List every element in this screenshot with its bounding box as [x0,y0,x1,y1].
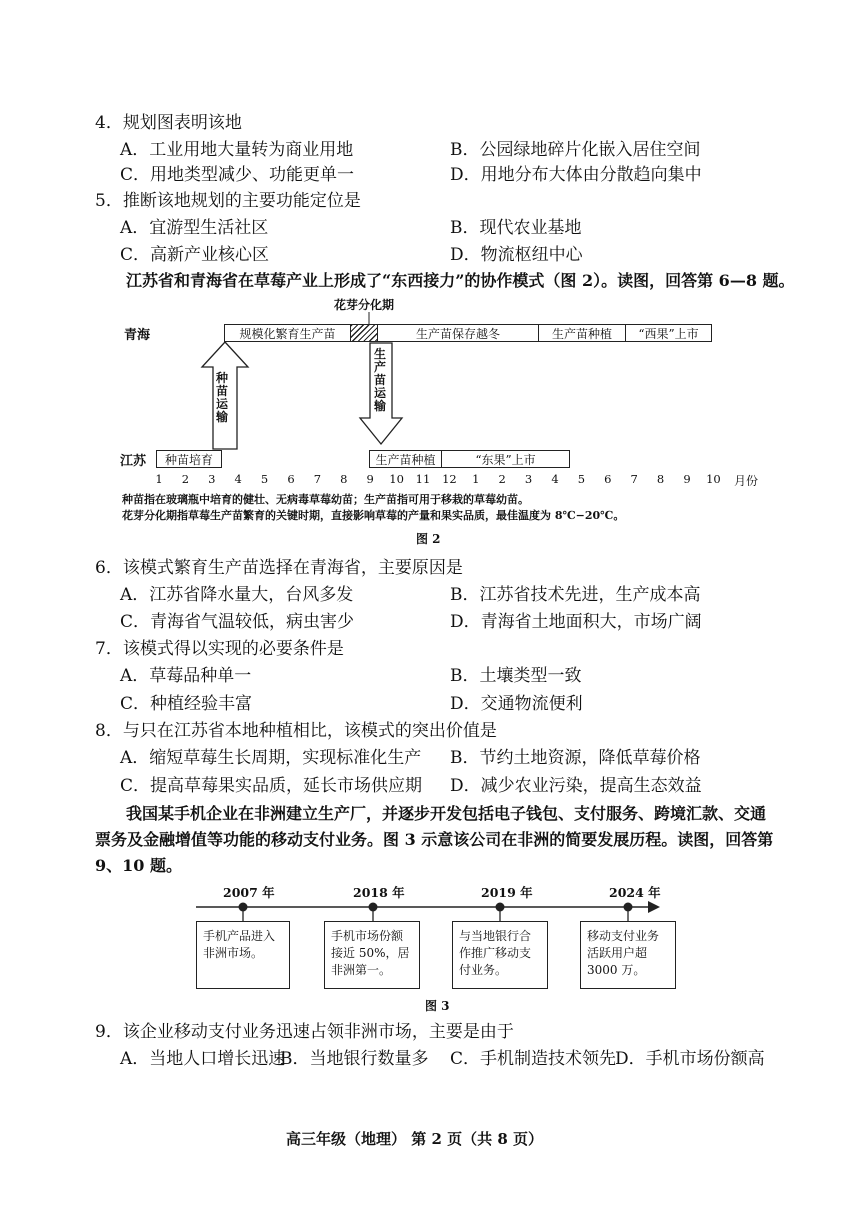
month-tick: 4 [551,472,559,486]
page-footer: 高三年级（地理） 第 2 页（共 8 页） [286,1130,543,1148]
q9-option-b: B．当地银行数量多 [280,1049,429,1069]
month-tick: 2 [498,472,506,486]
q7-stem: 7．该模式得以实现的必要条件是 [95,639,344,659]
q4-stem: 4．规划图表明该地 [95,113,242,133]
month-tick: 10 [706,472,721,486]
flower-bud-label: 花芽分化期 [334,298,395,312]
q6-option-c: C．青海省气温较低，病虫害少 [120,612,355,632]
q7-option-c: C．种植经验丰富 [120,694,253,714]
fig2-caption: 图 2 [416,532,441,546]
q5-option-a: A．宜游型生活社区 [120,218,269,238]
month-tick: 6 [604,472,612,486]
qh-seg-overwinter: 生产苗保存越冬 [377,324,539,342]
q8-option-c: C．提高草莓果实品质，延长市场供应期 [120,776,423,796]
month-tick: 5 [260,472,269,486]
q8-option-b: B．节约土地资源，降低草莓价格 [450,748,701,768]
js-seg-planting: 生产苗种植 [369,450,442,468]
year-2007: 2007 年 [223,885,275,900]
month-tick: 8 [340,472,348,486]
q5-option-c: C．高新产业核心区 [120,245,270,265]
qh-seg-west-fruit: “西果”上市 [625,324,712,342]
month-unit: 月份 [734,474,759,488]
month-tick: 2 [181,472,190,486]
month-tick: 10 [389,472,404,486]
month-tick: 3 [208,472,216,486]
month-tick: 1 [155,472,163,486]
qh-seg-breeding: 规模化繁育生产苗 [224,324,351,342]
fig3-caption: 图 3 [425,999,450,1013]
month-tick: 9 [683,472,691,486]
month-tick: 11 [415,472,431,486]
seedling-transport-label: 种 苗 运 输 [216,371,229,424]
q5-stem: 5．推断该地规划的主要功能定位是 [95,191,361,211]
month-tick: 5 [577,472,586,486]
q6-option-d: D．青海省土地面积大，市场广阔 [450,612,702,632]
q6-option-a: A．江苏省降水量大，台风多发 [120,585,354,605]
month-tick: 7 [313,472,322,486]
month-tick: 9 [366,472,374,486]
q6-stem: 6．该模式繁育生产苗选择在青海省，主要原因是 [95,558,463,578]
q5-option-d: D．物流枢纽中心 [450,245,583,265]
fig2-note-2: 花芽分化期指草莓生产苗繁育的关键时期，直接影响草莓的产量和果实品质，最佳温度为 8℃−20℃。 [122,509,625,522]
jiangsu-label: 江苏 [120,454,147,469]
intro-fig3-line-2: 票务及金融增值等功能的移动支付业务。图 3 示意该公司在非洲的简要发展历程。读图，回答第 [95,830,774,849]
month-tick: 12 [442,472,457,486]
intro-fig3-line-3: 9、10 题。 [95,856,182,875]
js-seg-seedling: 种苗培育 [156,450,222,468]
month-tick: 8 [656,472,665,486]
qinghai-label: 青海 [124,328,151,343]
year-2019: 2019 年 [481,885,533,900]
q8-option-d: D．减少农业污染，提高生态效益 [450,776,702,796]
intro-fig2: 江苏省和青海省在草莓产业上形成了“东西接力”的协作模式（图 2）。读图，回答第 6—8 题。 [126,271,795,290]
q9-option-c: C．手机制造技术领先 [450,1049,617,1069]
q4-option-a: A．工业用地大量转为商业用地 [120,140,354,160]
year-2018: 2018 年 [353,885,405,900]
q8-option-a: A．缩短草莓生长周期，实现标准化生产 [120,748,422,768]
month-tick: 7 [630,472,638,486]
qh-seg-planting: 生产苗种植 [538,324,626,342]
production-seedling-transport-label: 生 产 苗 运 输 [374,347,387,413]
fig2-note-1: 种苗指在玻璃瓶中培育的健壮、无病毒草莓幼苗；生产苗指可用于移栽的草莓幼苗。 [122,493,529,506]
timeline-box-2019: 与当地银行合作推广移动支付业务。 [452,921,548,989]
q7-option-d: D．交通物流便利 [450,694,583,714]
q6-option-b: B．江苏省技术先进，生产成本高 [450,585,701,605]
q5-option-b: B．现代农业基地 [450,218,582,238]
q8-stem: 8．与只在江苏省本地种植相比，该模式的突出价值是 [95,721,497,741]
month-tick: 1 [472,472,480,486]
q9-option-a: A．当地人口增长迅速 [120,1049,286,1069]
month-tick: 3 [524,472,533,486]
q7-option-a: A．草莓品种单一 [120,666,252,686]
timeline-box-2007: 手机产品进入非洲市场。 [196,921,290,989]
intro-fig3-line-1: 我国某手机企业在非洲建立生产厂，并逐步开发包括电子钱包、支付服务、跨境汇款、交通 [126,804,767,823]
timeline-box-2024: 移动支付业务活跃用户超 3000 万。 [580,921,676,989]
js-seg-east-fruit: “东果”上市 [441,450,570,468]
q7-option-b: B．土壤类型一致 [450,666,582,686]
q4-option-b: B．公园绿地碎片化嵌入居住空间 [450,140,701,160]
q9-stem: 9．该企业移动支付业务迅速占领非洲市场，主要是由于 [95,1022,514,1042]
q4-option-d: D．用地分布大体由分散趋向集中 [450,165,702,185]
month-tick: 6 [287,472,295,486]
year-2024: 2024 年 [609,885,661,900]
q4-option-c: C．用地类型减少、功能更单一 [120,165,355,185]
month-tick: 4 [234,472,242,486]
timeline-box-2018: 手机市场份额接近 50%，居非洲第一。 [324,921,420,989]
q9-option-d: D．手机市场份额高 [615,1049,765,1069]
